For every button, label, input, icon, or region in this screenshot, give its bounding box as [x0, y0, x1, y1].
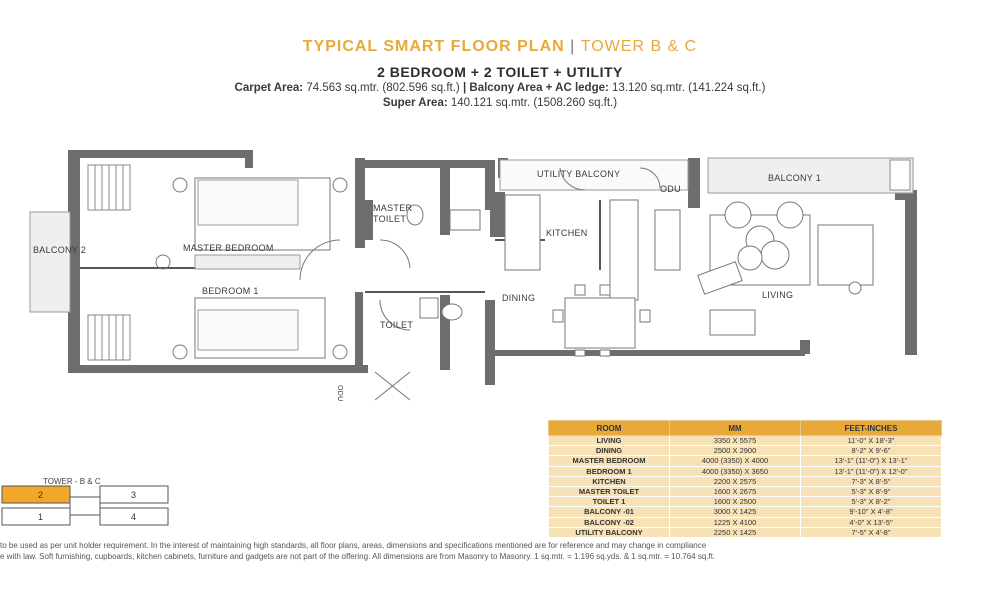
header-mm: MM [670, 421, 801, 436]
unit-2-label: 2 [38, 490, 44, 500]
disclaimer-line-2: e with law. Soft furnishing, cupboards, kitchen cabinets, furniture and gadgets are not part of the offering. All dimensions are from Masonry to Masonry. 1 sq.mtr. = 1.196 sq.yds. & 1 sq.mtr. = 10.764 sq.ft. [0, 552, 716, 561]
label-living: LIVING [762, 290, 794, 300]
bed-bedroom-1 [195, 298, 325, 358]
room-name: BEDROOM 1 [549, 466, 670, 476]
super-area-label: Super Area: [382, 97, 448, 109]
table-row [549, 486, 942, 496]
bed-master [195, 178, 330, 269]
label-odu: ODU [660, 184, 681, 194]
label-master-toilet-1: MASTER [373, 203, 413, 213]
disclaimer [0, 540, 1000, 562]
table-header-row [549, 421, 942, 436]
label-master-bedroom: MASTER BEDROOM [183, 243, 274, 253]
kitchen-counters [505, 195, 680, 300]
label-dining: DINING [502, 293, 536, 303]
header-room: ROOM [549, 421, 670, 436]
unit-1-label: 1 [38, 512, 44, 522]
super-area-line [0, 97, 1000, 109]
room-mm: 2200 X 2575 [670, 476, 801, 486]
tower-key-title: TOWER - B & C [43, 477, 101, 486]
title-tower: TOWER B & C [580, 38, 698, 55]
room-mm: 4000 (3350) X 4000 [670, 456, 801, 466]
room-mm: 2500 X 2900 [670, 446, 801, 456]
label-bedroom-1: BEDROOM 1 [202, 286, 259, 296]
room-ft: 11'-0" X 18'-3" [801, 436, 942, 446]
table-row [549, 527, 942, 537]
title-main: TYPICAL SMART FLOOR PLAN [302, 38, 565, 55]
label-kitchen: KITCHEN [546, 228, 588, 238]
area-divider: | [462, 82, 467, 94]
tower-key-plan [0, 474, 180, 534]
room-name: BALCONY -01 [549, 507, 670, 517]
header-feet-inches: FEET-INCHES [801, 421, 942, 436]
floor-plan [20, 140, 920, 420]
label-master-toilet-2: TOILET [373, 214, 407, 224]
room-dimensions-table [548, 420, 942, 538]
area-details-line [0, 82, 1000, 94]
room-name: LIVING [549, 436, 670, 446]
room-mm: 1225 X 4100 [670, 517, 801, 527]
title-separator: | [570, 38, 576, 55]
room-ft: 4'-0" X 13'-5" [801, 517, 942, 527]
room-ft: 7'-5" X 4'-8" [801, 527, 942, 537]
room-name: MASTER TOILET [549, 486, 670, 496]
room-name: MASTER BEDROOM [549, 456, 670, 466]
core-block [70, 497, 100, 515]
unit-configuration: 2 BEDROOM + 2 TOILET + UTILITY [377, 64, 623, 80]
room-name: UTILITY BALCONY [549, 527, 670, 537]
unit-4-label: 4 [131, 512, 137, 522]
room-mm: 1600 X 2675 [670, 486, 801, 496]
carpet-area-label: Carpet Area: [234, 82, 304, 94]
table-row [549, 466, 942, 476]
balcony-2 [30, 212, 70, 312]
room-name: DINING [549, 446, 670, 456]
page-title [0, 38, 1000, 56]
room-mm: 4000 (3350) X 3650 [670, 466, 801, 476]
table-row [549, 507, 942, 517]
room-mm: 2250 X 1425 [670, 527, 801, 537]
label-utility-balcony: UTILITY BALCONY [537, 169, 621, 179]
balcony-area-label: Balcony Area + AC ledge: [469, 82, 609, 94]
room-name: KITCHEN [549, 476, 670, 486]
table-row [549, 497, 942, 507]
unit-3-label: 3 [131, 490, 137, 500]
label-balcony-1: BALCONY 1 [768, 173, 822, 183]
room-ft: 13'-1" (11'-0") X 12'-0" [801, 466, 942, 476]
room-name: BALCONY -02 [549, 517, 670, 527]
carpet-area-value: 74.563 sq.mtr. (802.596 sq.ft.) [306, 82, 460, 94]
unit-2-block [2, 486, 70, 503]
room-mm: 3000 X 1425 [670, 507, 801, 517]
table-row [549, 517, 942, 527]
table-row [549, 456, 942, 466]
room-ft: 13'-1" (11'-0") X 13'-1" [801, 456, 942, 466]
room-name: TOILET 1 [549, 497, 670, 507]
room-ft: 5'-3" X 8'-9" [801, 486, 942, 496]
label-toilet: TOILET [380, 320, 414, 330]
balcony-area-value: 13.120 sq.mtr. (141.224 sq.ft.) [612, 82, 766, 94]
table-row [549, 476, 942, 486]
room-ft: 9'-10" X 4'-8" [801, 507, 942, 517]
room-ft: 5'-3" X 8'-2" [801, 497, 942, 507]
room-mm: 1600 X 2500 [670, 497, 801, 507]
disclaimer-line-1: to be used as per unit holder requirement. In the interest of maintaining high standards, all floor plans, areas, dimensions and specifications mentioned are for reference and may change in compliance [0, 541, 707, 550]
super-area-value: 140.121 sq.mtr. (1508.260 sq.ft.) [450, 97, 618, 109]
room-mm: 3350 X 5575 [670, 436, 801, 446]
table-row [549, 436, 942, 446]
room-ft: 7'-3" X 8'-5" [801, 476, 942, 486]
unit-1-block [2, 508, 70, 525]
label-balcony-2: BALCONY 2 [33, 245, 87, 255]
label-odu-small: ODU [336, 385, 343, 402]
room-ft: 8'-2" X 9'-6" [801, 446, 942, 456]
table-row [549, 446, 942, 456]
living-furniture [698, 202, 873, 335]
